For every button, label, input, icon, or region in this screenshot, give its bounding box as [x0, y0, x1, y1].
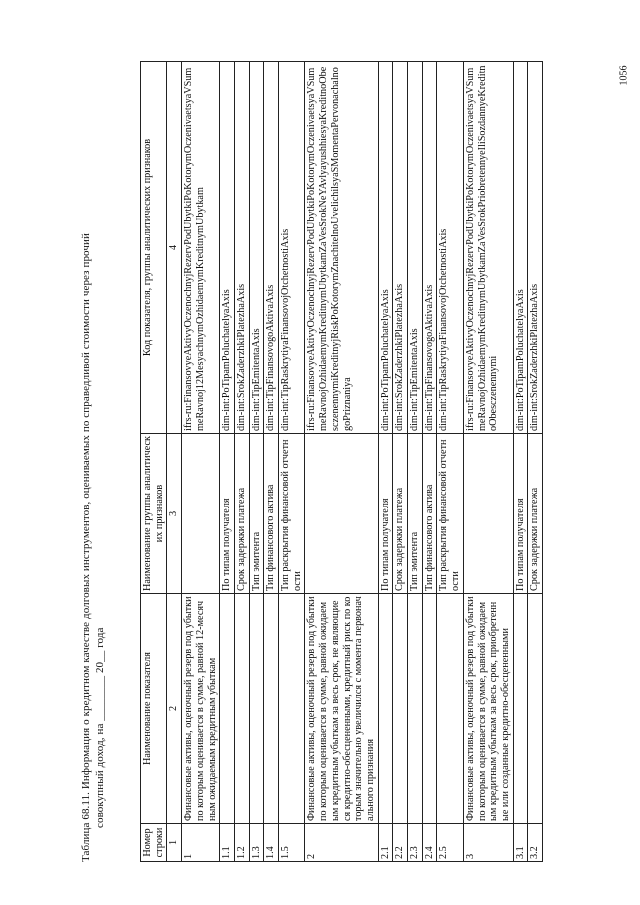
table-row	[264, 62, 279, 862]
header-num-1: 1	[167, 824, 182, 862]
indicator-name	[513, 594, 528, 824]
table-row	[182, 62, 220, 862]
indicator-code: dim-int:SrokZaderzhkiPlatezhaAxis	[393, 62, 408, 434]
group-name: Тип финансового актива	[422, 434, 437, 594]
row-number: 3	[463, 824, 513, 862]
indicator-code: dim-int:TipEmitentaAxis	[408, 62, 423, 434]
header-row-number: Номер строки	[141, 824, 167, 862]
table-row	[305, 62, 378, 862]
row-number: 1.5	[279, 824, 305, 862]
header-group-name: Наименование группы аналитических признаков	[141, 434, 167, 594]
header-num-2: 2	[167, 594, 182, 824]
indicator-code: dim-int:TipRaskrytiyaFinansovojOtchetnostiAxis	[279, 62, 305, 434]
header-numbers-row	[167, 62, 182, 862]
indicator-name	[220, 594, 235, 824]
table-row	[249, 62, 264, 862]
group-name: Срок задержки платежа	[528, 434, 543, 594]
indicator-code: dim-int:SrokZaderzhkiPlatezhaAxis	[528, 62, 543, 434]
indicator-code: dim-int:TipRaskrytiyaFinansovojOtchetnostiAxis	[437, 62, 463, 434]
indicator-code: ifrs-ru:FinansovyeAktivyOczenochnyjRezervPodUbytkiPoKotorymOczenivaetsyaVSummeRavnojOzhidaemymKreditnymUbytkamZaVesSrokPriobretennyeIliSozdannyeKreditnoObesczenennymi	[463, 62, 513, 434]
table-row	[463, 62, 513, 862]
row-number: 1.3	[249, 824, 264, 862]
row-number: 1.1	[220, 824, 235, 862]
indicator-code: dim-int:PoTipamPoluchatelyaAxis	[513, 62, 528, 434]
indicator-name	[437, 594, 463, 824]
indicator-code: dim-int:TipEmitentaAxis	[249, 62, 264, 434]
table-row	[279, 62, 305, 862]
row-number: 3.1	[513, 824, 528, 862]
indicator-name	[422, 594, 437, 824]
indicator-code: dim-int:TipFinansovogoAktivaAxis	[422, 62, 437, 434]
group-name: По типам получателя	[513, 434, 528, 594]
table-row	[378, 62, 393, 862]
indicator-code: dim-int:TipFinansovogoAktivaAxis	[264, 62, 279, 434]
indicator-code: ifrs-ru:FinansovyeAktivyOczenochnyjRezervPodUbytkiPoKotorymOczenivaetsyaVSummeRavnojOzhidaemymKreditnymUbytkamZaVesSrokNeYAvlyayushhiesyaKreditnoObesczenennymiKreditnyjRiskPoKotorymZnachitelnoUvelichilsyaSMomentaPervonachalnogoPriznaniya	[305, 62, 378, 434]
group-name: Тип эмитента	[408, 434, 423, 594]
row-number: 2.5	[437, 824, 463, 862]
indicator-name	[528, 594, 543, 824]
group-name: Тип раскрытия финансовой отчетности	[279, 434, 305, 594]
row-number: 3.2	[528, 824, 543, 862]
indicator-name	[279, 594, 305, 824]
row-number: 1.2	[234, 824, 249, 862]
table-row	[220, 62, 235, 862]
row-number: 2	[305, 824, 378, 862]
header-num-3: 3	[167, 434, 182, 594]
group-name: Срок задержки платежа	[234, 434, 249, 594]
indicator-name: Финансовые активы, оценочный резерв под убытки по которым оценивается в сумме, равной 12-месячным ожидаемым кредитным убыткам	[182, 594, 220, 824]
row-number: 2.2	[393, 824, 408, 862]
indicator-code: dim-int:PoTipamPoluchatelyaAxis	[220, 62, 235, 434]
group-name: Тип эмитента	[249, 434, 264, 594]
indicator-name: Финансовые активы, оценочный резерв под убытки по которым оценивается в сумме, равной ожидаемым кредитным убыткам за весь срок, не являющиеся кредитно-обесцененными, кредитный риск по которым значительно увеличился с момента первоначального признания	[305, 594, 378, 824]
table-row	[422, 62, 437, 862]
indicator-code: ifrs-ru:FinansovyeAktivyOczenochnyjRezervPodUbytkiPoKotorymOczenivaetsyaVSummeRavnoj12MesyachnymOzhidaemymKreditnymUbytkam	[182, 62, 220, 434]
header-num-4: 4	[167, 62, 182, 434]
table-row	[437, 62, 463, 862]
table-row	[528, 62, 543, 862]
indicator-code: dim-int:SrokZaderzhkiPlatezhaAxis	[234, 62, 249, 434]
group-name	[305, 434, 378, 594]
group-name	[463, 434, 513, 594]
table-row	[393, 62, 408, 862]
row-number: 2.4	[422, 824, 437, 862]
table-caption	[80, 62, 107, 862]
indicator-name	[264, 594, 279, 824]
group-name: Тип финансового актива	[264, 434, 279, 594]
caption-line-1: Таблица 68.11. Информация о кредитном качестве долговых инструментов, оцениваемых по справедливой стоимости через прочий	[80, 233, 92, 862]
indicator-name	[408, 594, 423, 824]
row-number: 1.4	[264, 824, 279, 862]
group-name: Срок задержки платежа	[393, 434, 408, 594]
indicator-name	[234, 594, 249, 824]
group-name: По типам получателя	[378, 434, 393, 594]
table-row	[234, 62, 249, 862]
row-number: 1	[182, 824, 220, 862]
header-code: Код показателя, группы аналитических признаков	[141, 62, 167, 434]
row-number: 2.3	[408, 824, 423, 862]
indicator-name: Финансовые активы, оценочный резерв под убытки по которым оценивается в сумме, равной ожидаемым кредитным убыткам за весь срок, приобретенные или созданные кредитно-обесцененными	[463, 594, 513, 824]
group-name: По типам получателя	[220, 434, 235, 594]
indicator-name	[393, 594, 408, 824]
group-name: Тип раскрытия финансовой отчетности	[437, 434, 463, 594]
table-row	[513, 62, 528, 862]
page-number: 1056	[618, 65, 630, 86]
indicator-name	[378, 594, 393, 824]
table-row	[408, 62, 423, 862]
indicator-name	[249, 594, 264, 824]
rotated-content	[80, 62, 600, 862]
indicator-code: dim-int:PoTipamPoluchatelyaAxis	[378, 62, 393, 434]
group-name	[182, 434, 220, 594]
indicator-table	[140, 61, 543, 862]
header-row	[141, 62, 167, 862]
caption-line-2: совокупный доход, на ________ 20__ года	[93, 627, 106, 828]
header-indicator-name: Наименование показателя	[141, 594, 167, 824]
row-number: 2.1	[378, 824, 393, 862]
